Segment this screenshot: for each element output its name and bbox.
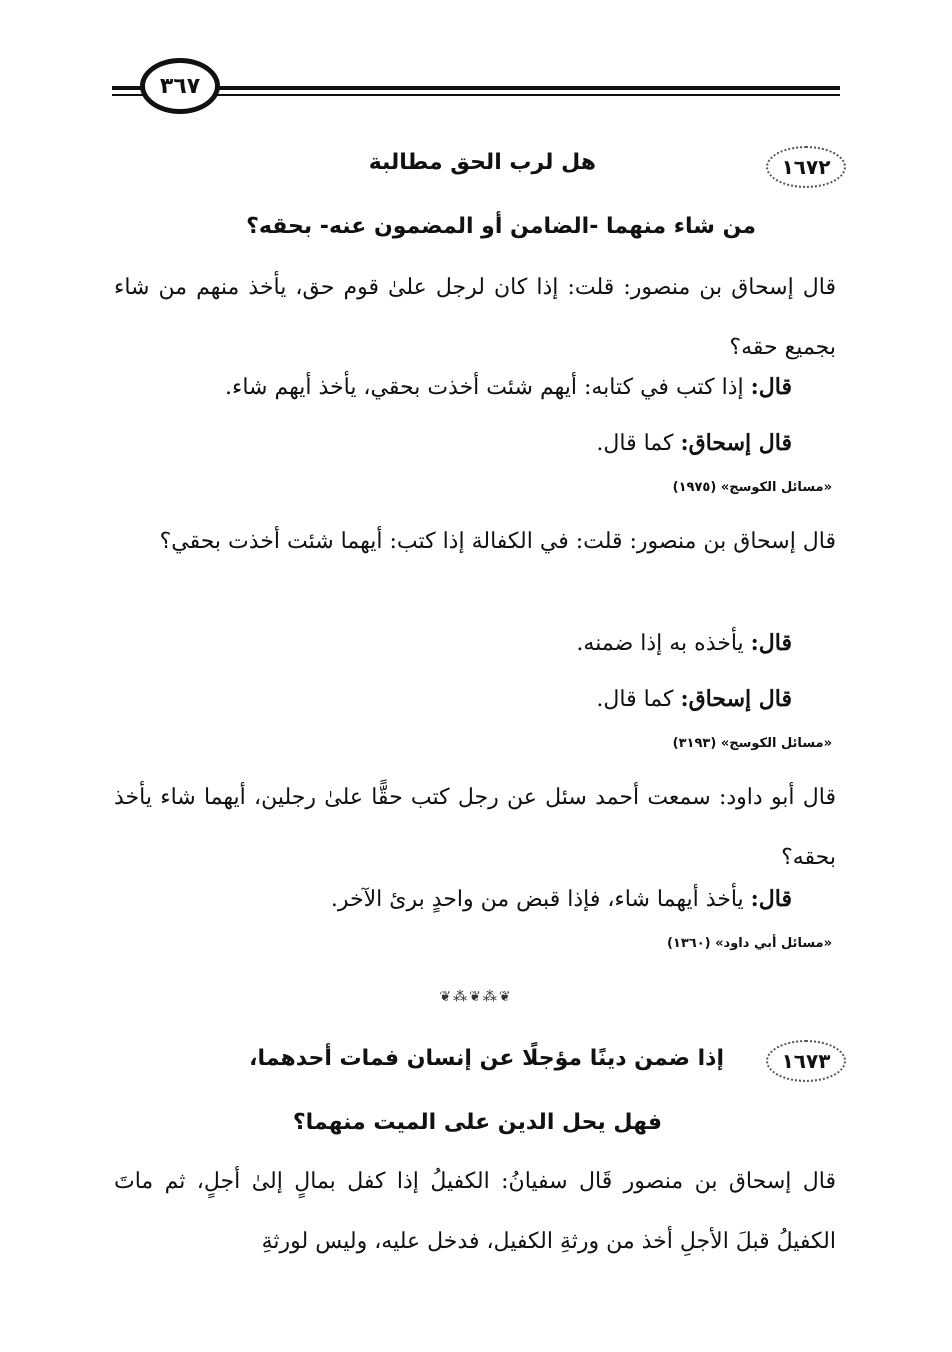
answer-label: قال إسحاق: [680,686,792,712]
answer-line [576,630,792,656]
paragraph: قال إسحاق بن منصور: قلت: إذا كان لرجل علىٰ قوم حق، يأخذ منهم من شاء بجميع حقه؟ [114,275,836,360]
issue-title-line2: من شاء منهما -الضامن أو المضمون عنه- بحقه؟ [246,214,756,239]
answer-text: كما قال. [596,687,681,712]
issue-title-line1: هل لرب الحق مطالبة [368,150,596,175]
answer-label: قال: [750,630,792,656]
answer-text: إذا كتب في كتابه: أيهم شئت أخذت بحقي، يأخذ أيهم شاء. [224,375,751,400]
issue-number: ١٦٧٣ [781,1049,831,1073]
source-citation: «مسائل أبي داود» (١٣٦٠) [666,936,832,951]
header-rule [112,86,840,90]
ornament-divider: ❦⁂❦⁂❦ [439,989,513,1005]
issue-number-badge [766,146,846,188]
source-citation: «مسائل الكوسج» (٣١٩٣) [672,736,832,751]
paragraph: قال إسحاق بن منصور: قلت: في الكفالة إذا كتب: أيهما شئت أخذت بحقي؟ [159,529,836,554]
paragraph: قال أبو داود: سمعت أحمد سئل عن رجل كتب حقًّا علىٰ رجلين، أيهما شاء يأخذ بحقه؟ [114,785,836,870]
answer-text: يأخذه به إذا ضمنه. [576,631,751,656]
answer-label: قال: [750,886,792,912]
answer-line [331,886,792,912]
issue-number: ١٦٧٢ [781,155,831,179]
answer-line [225,374,792,400]
answer-line [596,430,792,456]
page-number: ٣٦٧ [159,73,201,99]
answer-label: قال إسحاق: [680,430,792,456]
answer-label: قال: [750,374,792,400]
header-rule-thin [112,94,840,96]
paragraph: قال إسحاق بن منصور قَال سفيانُ: الكفيلُ إذا كفل بمالٍ إلىٰ أجلٍ، ثم ماتَ الكفيلُ قبلَ الأجلِ أخذ من ورثةِ الكفيل، فدخل عليه، وليس لورثةِ [114,1169,836,1254]
answer-line [596,686,792,712]
issue-number-badge [766,1040,846,1082]
source-citation: «مسائل الكوسج» (١٩٧٥) [672,480,832,495]
answer-text: يأخذ أيهما شاء، فإذا قبض من واحدٍ برئ الآخر. [330,887,751,912]
issue-title-line2: فهل يحل الدين على الميت منهما؟ [292,1110,662,1135]
page-number-badge [140,58,220,114]
issue-title-line1: إذا ضمن دينًا مؤجلًا عن إنسان فمات أحدهما، [249,1046,724,1071]
answer-text: كما قال. [596,431,681,456]
